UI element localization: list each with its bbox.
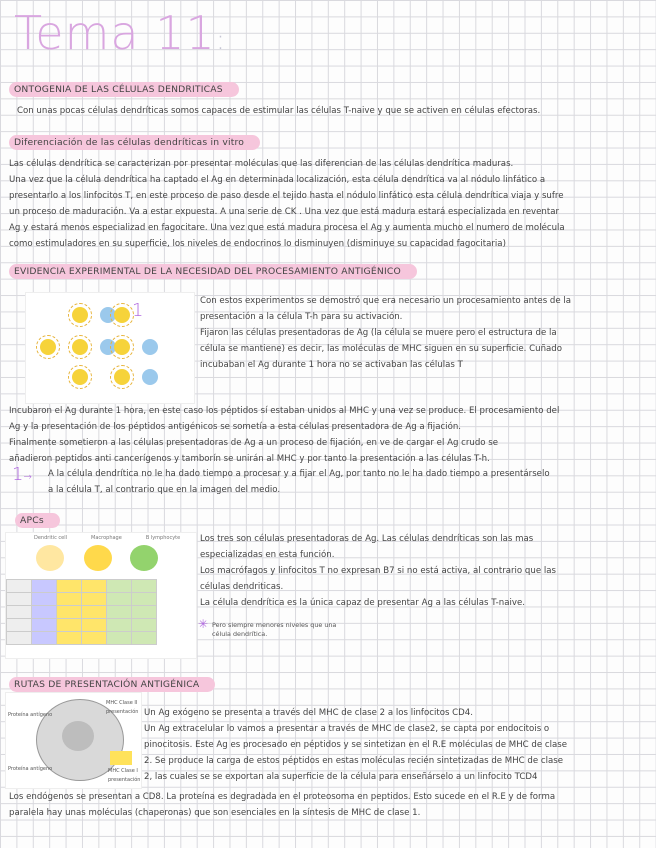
diferenciacion-text: Las células dendrítica se caracterizan por presentar moléculas que las diferencian de las células dendrítica maduras. Una vez que la célula dendrítica ha captado el Ag en determinada localización, esta célula dendrítica va al nódulo linfático a presentarlo a los linfocitos T, en este proceso de paso desde el tejido hasta el nódulo linfático esta célula dendrítica viaja y sufre un proceso de maduración. Va a estar expuesta. A una serie de CK . Una vez que está madura estará especializada en reventar Ag y estará menos especializad en fagocitare. Una vez que está madura procesa el Ag y aumenta mucho el numero de molécula como estimuladores en su superficie, los niveles de endocrinos lo disminuyen (disminuye su capacidad fagocitaria)	[9, 159, 565, 249]
figure-mark-1: 1	[132, 300, 144, 321]
rutas-figure: Proteína antígeno Proteína antígeno MHC Clase II presentación MHC Clase I presentación	[5, 692, 142, 789]
section-heading-evidencia: EVIDENCIA EXPERIMENTAL DE LA NECESIDAD DEL PROCESAMIENTO ANTIGÉNICO	[9, 264, 417, 279]
apcs-text: Los tres son células presentadoras de Ag. Las células dendríticas son las mas especializadas en esta función. Los macrófagos y linfocitos T no expresan B7 si no está activa, al contrario que las células dendriticas. La célula dendrítica es la única capaz de presentar Ag a las células T-naive.	[200, 534, 556, 608]
evidencia-note: A la célula dendrítica no le ha dado tiempo a procesar y a fijar el Ag, por tanto no le ha dado tiempo a presentárselo a la célula T, al contrario que en la imagen del medio.	[48, 469, 550, 495]
section-heading-diferenciacion: Diferenciación de las células dendríticas in vitro	[9, 135, 260, 150]
evidencia-side-text: Con estos experimentos se demostró que era necesario un procesamiento antes de la presentación a la célula T-h para su activación. Fijaron las células presentadoras de Ag (la célula se muere pero el estructura de la célula se mantiene) es decir, las moléculas de MHC siguen en su superficie. Cuñado incubaban el Ag durante 1 hora no se activaban las células T	[200, 296, 572, 370]
ontogenia-text: Con unas pocas células dendríticas somos capaces de estimular las células T-naive y que se activen en células efectoras.	[17, 106, 541, 116]
evidencia-text: Incubaron el Ag durante 1 hora, en este caso los péptidos sí estaban unidos al MHC y una vez se produce. El procesamiento del Ag y la presentación de los péptidos antigénicos se sometía a esta células presentadora de Ag a fijación. Finalmente sometieron a las células presentadoras de Ag a un proceso de fijación, en ve de cargar el Ag crudo se añadieron peptidos anti cancerígenos y tamborín se unirán al MHC y por tanto la presentación a las células T-h.	[9, 406, 560, 464]
star-icon: ✳	[198, 617, 209, 631]
note-mark-1: 1→	[12, 464, 32, 485]
apcs-table-figure: Dendritic cell Macrophage B lymphocyte	[5, 532, 197, 659]
section-heading-rutas: RUTAS DE PRESENTACIÓN ANTIGÉNICA	[9, 677, 215, 692]
page-title: Tema 11:	[14, 6, 227, 60]
section-heading-apcs: APCs	[15, 513, 60, 528]
rutas-side-text: Un Ag exógeno se presenta a través del MHC de clase 2 a los linfocitos CD4. Un Ag extracelular lo vamos a presentar a través de MHC de clase2, se capta por endocitois o pinocitosis. Este Ag es procesado en péptidos y se sintetizan en el R.E moléculas de MHC de clase 2. Se produce la carga de estos péptidos en estas moléculas recién sintetizadas de MHC de clase 2, las cuales se se exportan ala superficie de la célula para enseñárselo a un linfocito TCD4	[144, 708, 568, 782]
section-heading-ontogenia: ONTOGENIA DE LAS CÉLULAS DENDRITICAS	[9, 82, 239, 97]
experiment-figure	[25, 292, 195, 404]
apcs-note: Pero siempre menores niveles que una célula dendrítica.	[212, 621, 337, 638]
rutas-text: Los endógenos se presentan a CD8. La proteína es degradada en el proteosoma en peptidos. Esto sucede en el R.E y de forma paralela hay unas moléculas (chaperonas) que son esenciales en la síntesis de MHC de clase 1.	[9, 792, 556, 818]
